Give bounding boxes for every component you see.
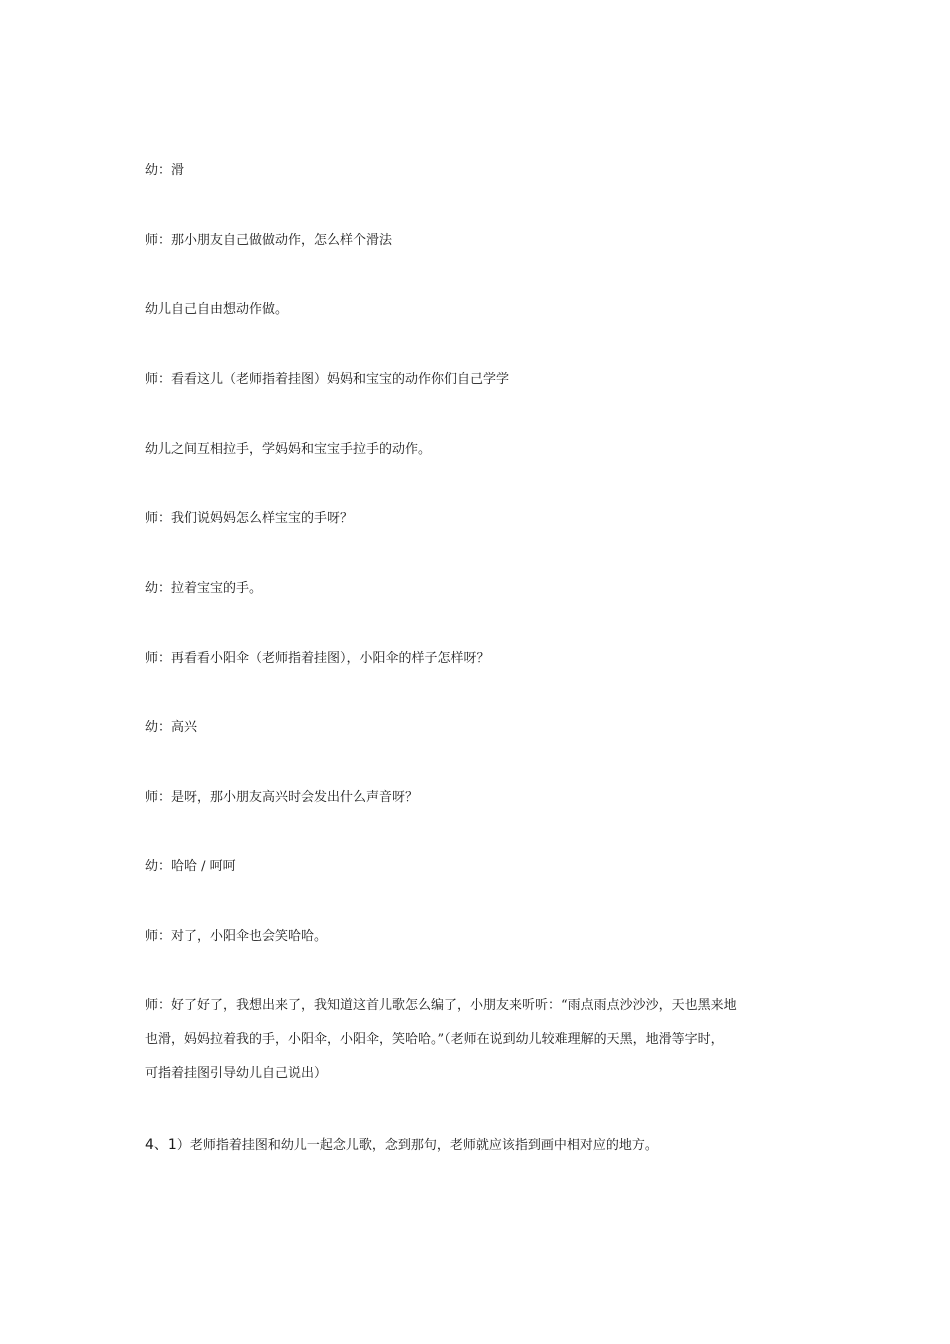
- paragraph-line: 可指着挂图引导幼儿自己说出）: [145, 1066, 328, 1081]
- dialogue-line: 师：再看看小阳伞（老师指着挂图），小阳伞的样子怎样呀？: [145, 651, 490, 666]
- step-text: ）老师指着挂图和幼儿一起念儿歌，念到那句，老师就应该指到画中相对应的地方。: [176, 1138, 658, 1153]
- dialogue-line: 师：那小朋友自己做做动作，怎么样个滑法: [145, 233, 393, 248]
- dialogue-line: 幼：拉着宝宝的手。: [145, 581, 263, 596]
- paragraph-line: 师：好了好了，我想出来了，我知道这首儿歌怎么编了，小朋友来听听：“雨点雨点沙沙沙，天也黑来地: [145, 998, 737, 1013]
- dialogue-line: 师：是呀，那小朋友高兴时会发出什么声音呀？: [145, 790, 419, 805]
- step-number: 4、1: [145, 1137, 177, 1153]
- dialogue-line: 幼：哈哈 / 呵呵: [145, 859, 236, 874]
- dialogue-line: 师：对了，小阳伞也会笑哈哈。: [145, 929, 328, 944]
- step-instruction: [145, 1135, 815, 1156]
- dialogue-line: 幼：滑: [145, 163, 185, 178]
- narration-line: 幼儿之间互相拉手，学妈妈和宝宝手拉手的动作。: [145, 442, 432, 457]
- long-dialogue-paragraph: [145, 989, 815, 1091]
- paragraph-line: 也滑，妈妈拉着我的手，小阳伞，小阳伞，笑哈哈。”（老师在说到幼儿较难理解的天黑，地滑等字时，: [145, 1032, 724, 1047]
- dialogue-line: 师：看看这儿（老师指着挂图）妈妈和宝宝的动作你们自己学学: [145, 372, 510, 387]
- narration-line: 幼儿自己自由想动作做。: [145, 302, 289, 317]
- dialogue-line: 幼：高兴: [145, 720, 198, 735]
- dialogue-line: 师：我们说妈妈怎么样宝宝的手呀？: [145, 511, 354, 526]
